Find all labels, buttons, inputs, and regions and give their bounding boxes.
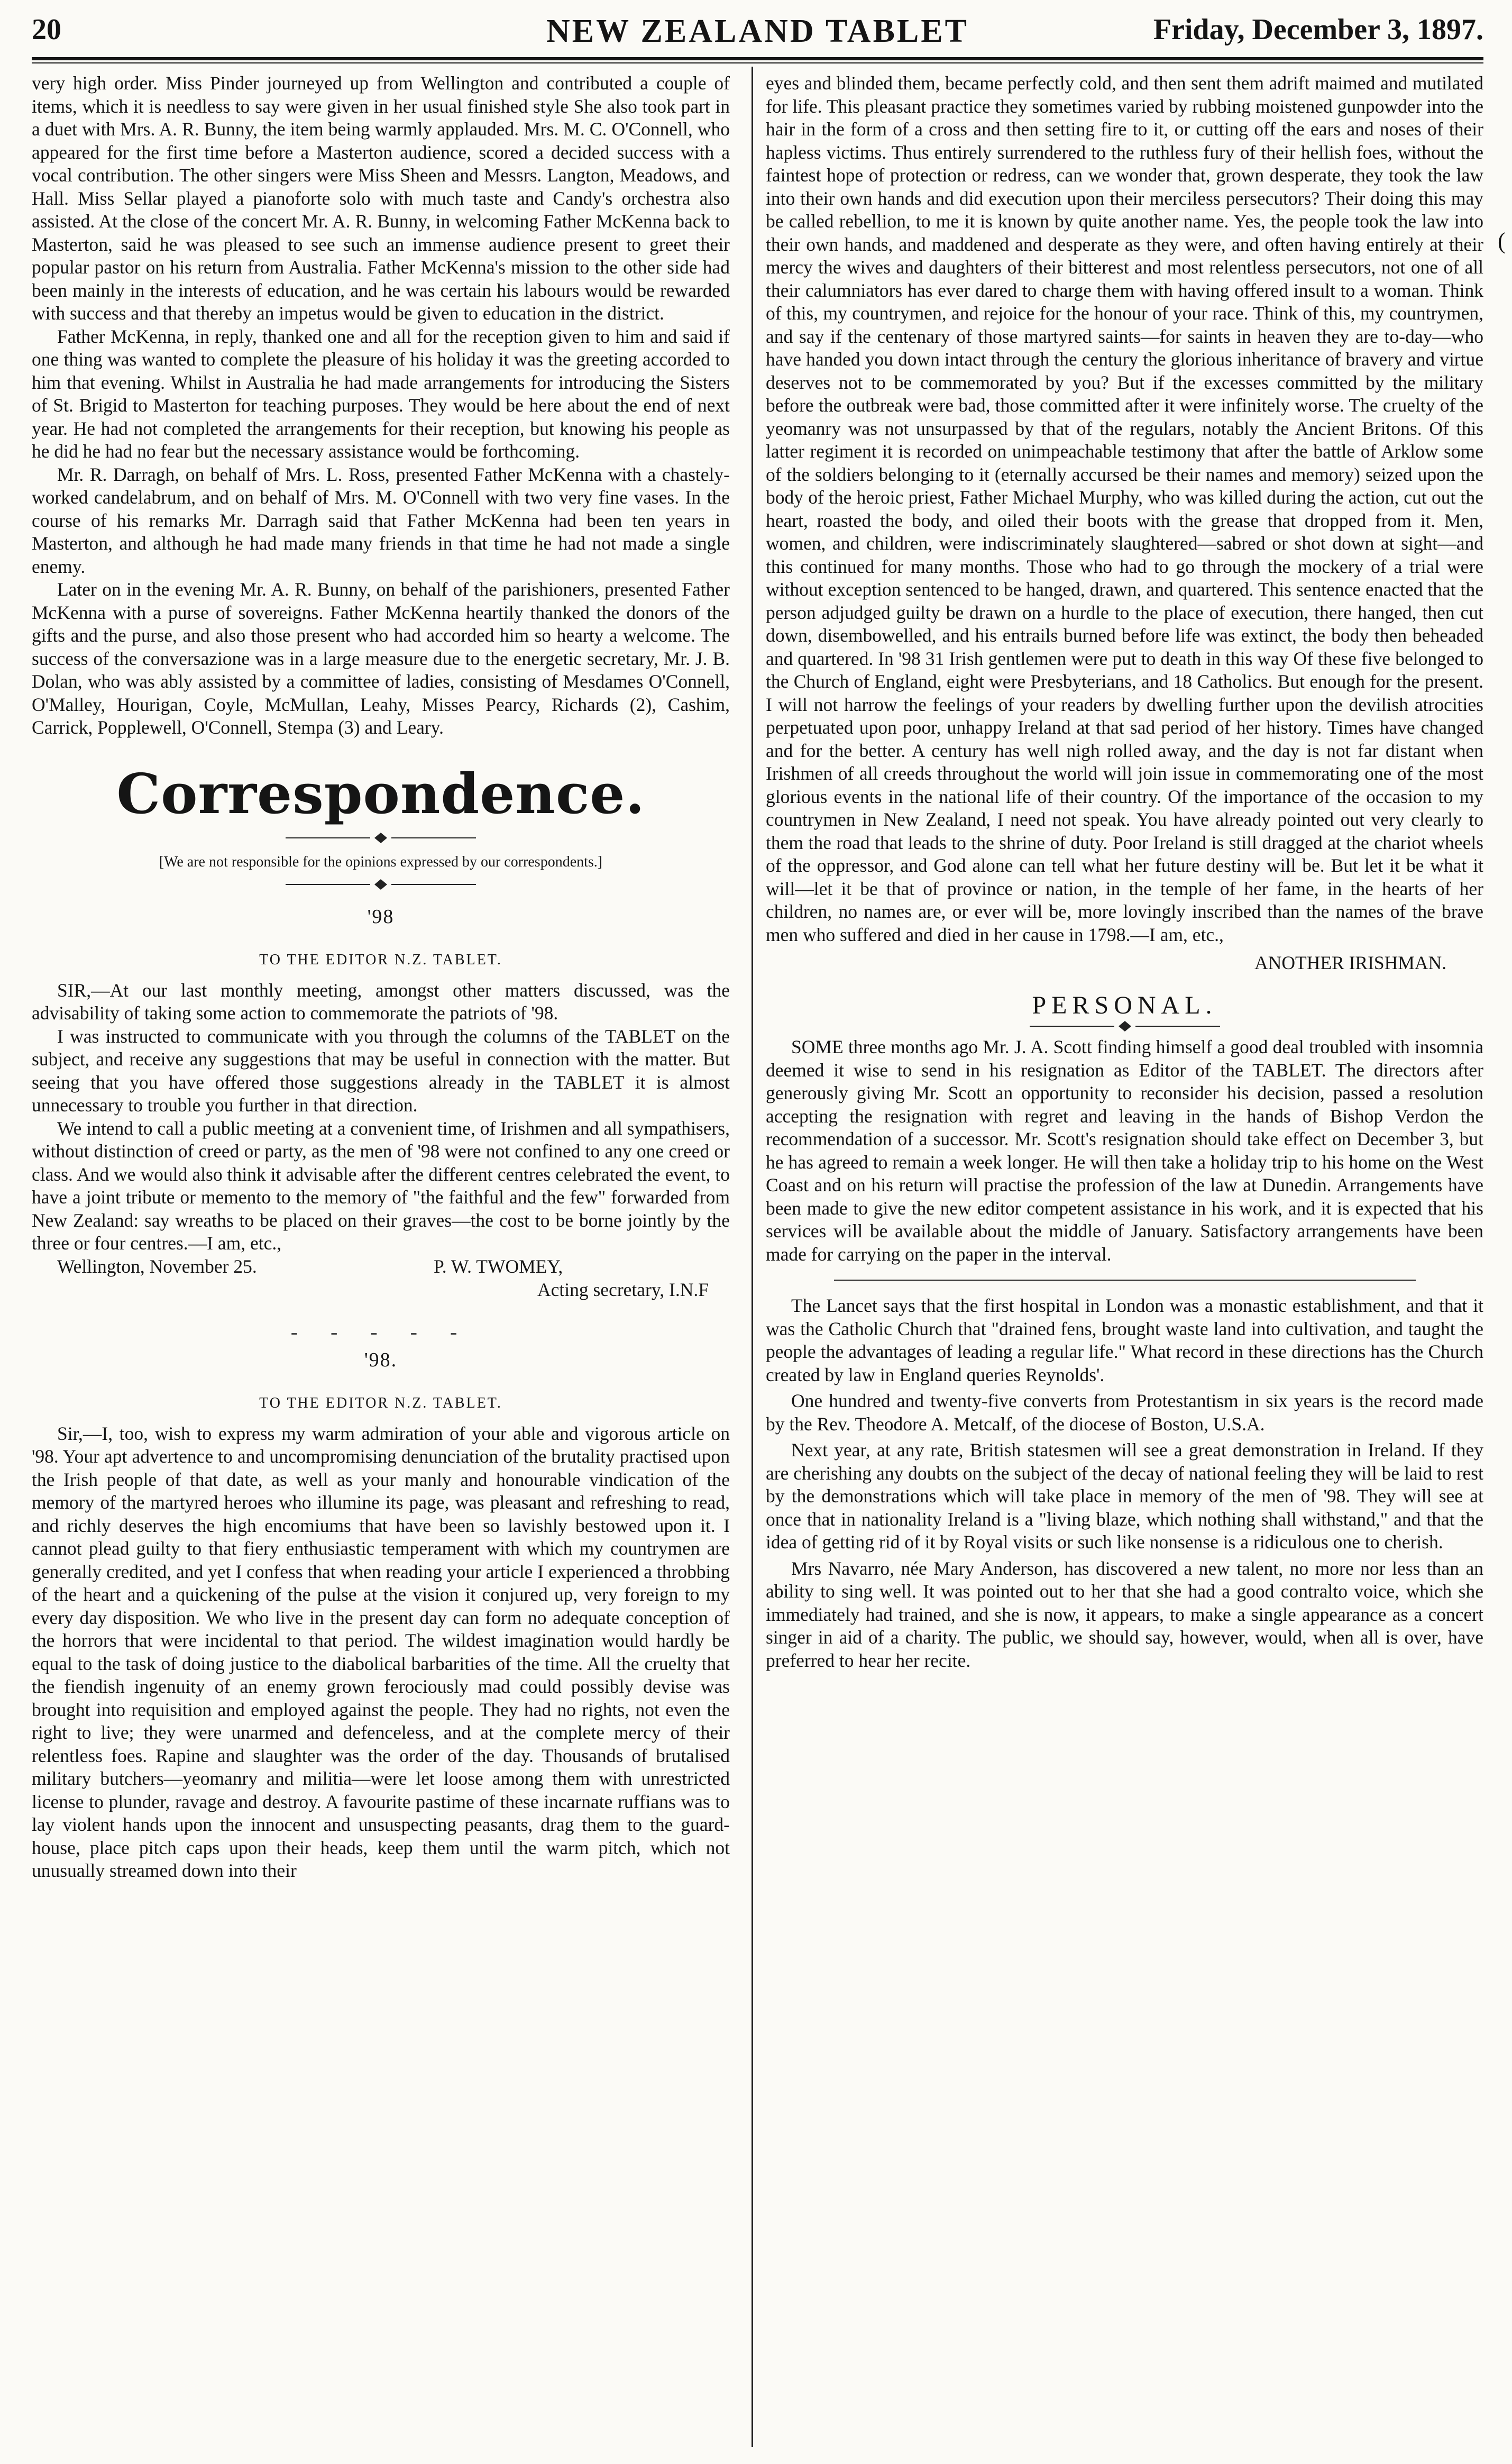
letter-paragraph: We intend to call a public meeting at a convenient time, of Irishmen and all sympathisers, without distinction of creed or party, as the men of '98 were not confined to any one creed or class. And we would also think it advisable after the different centres celebrated the event, to have a joint tribute or memento to the memory of "the faithful and the few" forwarded from New Zealand: say wreaths to be placed on their graves—the cost to be borne jointly by the three or four centres.—I am, etc., bbox=[32, 1117, 730, 1254]
ornament-divider bbox=[1030, 1020, 1220, 1033]
letter-signer-title: Acting secretary, I.N.F bbox=[537, 1279, 709, 1300]
left-column bbox=[32, 72, 730, 1883]
letter-salutation-line: TO THE EDITOR N.Z. TABLET. bbox=[259, 952, 502, 968]
header-rule-thin bbox=[32, 62, 1483, 63]
news-note: One hundred and twenty-five converts from Protestantism in six years is the record made by the Rev. Theodore A. Metcalf, of the diocese of Boston, U.S.A. bbox=[766, 1390, 1483, 1435]
article-paragraph: Later on in the evening Mr. A. R. Bunny, on behalf of the parishioners, presented Father McKenna with a purse of sovereigns. Father McKenna heartily thanked the donors of the gifts and the purse, and also those present who had accorded him so hearty a welcome. The success of the conversazione was in a large measure due to the energetic secretary, Mr. J. B. Dolan, who was ably assisted by a committee of ladies, consisting of Mesdames O'Connell, O'Malley, Hourigan, Coyle, McMullan, Leahy, Misses Pearcy, Richards (2), Cashim, Carrick, Popplewell, O'Connell, Stempa (3) and Leary. bbox=[32, 579, 730, 738]
news-note: The Lancet says that the first hospital in London was a monastic establishment, and that it was the Catholic Church that "drained fens, brought waste land into cultivation, and taught the people the advantages of leading a regular life." What record in these directions has the Church created by law in England queries Reynolds'. bbox=[766, 1295, 1483, 1385]
letter-heading: '98 bbox=[367, 905, 395, 928]
column-divider bbox=[752, 67, 753, 2447]
letter-signature-row bbox=[32, 1255, 730, 1279]
letter-paragraph: I was instructed to communicate with you through the columns of the TABLET on the subject, and receive any suggestions that may be useful in connection with the matter. But seeing that you have offered those suggestions already in the TABLET it is almost unnecessary to trouble you further in that direction. bbox=[32, 1025, 730, 1116]
section-break: - - - - - bbox=[290, 1320, 471, 1344]
header-rule bbox=[32, 57, 1483, 60]
letter-signer: P. W. TWOMEY, bbox=[434, 1255, 563, 1277]
news-note: Mrs Navarro, née Mary Anderson, has discovered a new talent, no more nor less than an ability to sing well. It was pointed out to her that she had a good contralto voice, which she immediately had trained, and she is now, it appears, to make a single appearance as a concert singer in aid of a charity. The public, we should say, however, would, when all is over, have preferred to hear her recite. bbox=[766, 1557, 1483, 1671]
letter-paragraph: Sir,—I, too, wish to express my warm admiration of your able and vigorous article on '98. Your apt advertence to and uncompromising denunciation of the brutality practised upon the Irish people of that date, as well as your manly and honourable vindication of the memory of the martyred heroes who illumine its page, was pleasant and refreshing to read, and richly deserves the high encomiums that have been so lavishly bestowed upon it. I cannot plead guilty to that fiery enthusiastic temperament with which my countrymen are generally credited, and yet I confess that when reading your article I experienced a throbbing of the heart and a quickening of the pulse at the vision it conjured up, very foreign to my every day disposition. We who live in the present day can form no adequate conception of the horrors that were incidental to that period. The wildest imagination would hardly be equal to the task of doing justice to the diabolical barbarities of the time. All the cruelty that the fiendish ingenuity of an enemy grown ferociously mad could possibly devise was brought into requisition and employed against the people. They had no rights, not even the right to live; they were unarmed and defenceless, and at the complete mercy of their relentless foes. Rapine and slaughter was the order of the day. Thousands of brutalised military butchers—yeomanry and militia—were let loose among them with unrestricted license to plunder, ravage and destroy. A favourite pastime of these incarnate ruffians was to lay violent hands upon the innocent and unsuspecting peasants, drag them to the guard-house, place pitch caps upon their heads, keep them until the warm pitch, which not unusually streamed down into their bbox=[32, 1422, 730, 1881]
letter-place-date: Wellington, November 25. bbox=[57, 1255, 257, 1277]
margin-mark: ( bbox=[1498, 228, 1506, 254]
personal-lead-word: SOME bbox=[791, 1036, 844, 1057]
article-paragraph: very high order. Miss Pinder journeyed up from Wellington and contributed a couple of items, which it is needless to say were given in her usual finished style She also took part in a duet with Mrs. A. R. Bunny, the item being warmly applauded. Mrs. M. C. O'Connell, who appeared for the first time before a Masterton audience, scored a decided success with a vocal contribution. The other singers were Miss Sheen and Messrs. Langton, Meadows, and Hall. Miss Sellar played a pianoforte solo with much taste and Candy's orchestra also assisted. At the close of the concert Mr. A. R. Bunny, in welcoming Father McKenna back to Masterton, said he was pleased to see such an immense audience present to greet their popular pastor on his return from Australia. Father McKenna's mission to the other side had been mainly in the interests of education, and he was certain his labours would be rewarded with success and that thereby an impetus would be given to education in the district. bbox=[32, 72, 730, 324]
personal-text: three months ago Mr. J. A. Scott finding himself a good deal troubled with insomnia deemed it wise to send in his resignation as Editor of the TABLET. The directors after generously giving Mr. Scott an opportunity to reconsider his decision, passed a resolution accepting the resignation with regret and leaving in the hands of Bishop Verdon the recommendation of a successor. Mr. Scott's resignation should take effect on December 3, but he has agreed to remain a week longer. He will then take a holiday trip to his home on the West Coast and on his return will practise the profession of the law at Dunedin. Arrangements have been made to give the new editor competent assistance in his work, and it is expected that his services will be available about the middle of January. Satisfactory arrangements have been made for carrying on the paper in the interval. bbox=[766, 1036, 1484, 1265]
letter-paragraph: SIR,—At our last monthly meeting, amongst other matters discussed, was the advisability of taking some action to commemorate the patriots of '98. bbox=[32, 979, 730, 1024]
letter-heading: '98. bbox=[364, 1348, 398, 1371]
page-header bbox=[32, 10, 1483, 58]
page-number: 20 bbox=[32, 13, 61, 46]
correspondence-disclaimer: [We are not responsible for the opinions expressed by our correspondents.] bbox=[159, 853, 603, 870]
issue-date: Friday, December 3, 1897. bbox=[1153, 13, 1483, 46]
news-note: Next year, at any rate, British statesmen will see a great demonstration in Ireland. If they are cherishing any doubts on the subject of the decay of national feeling they will be laid to rest by the demonstrations which will take place in memory of the men of '98. They will see at once that in nationality Ireland is a "living blaze, which nothing shall withstand," and that the idea of getting rid of it by Royal visits or such like nonsense is a ridiculous one to cherish. bbox=[766, 1439, 1483, 1553]
letter-signature: ANOTHER IRISHMAN. bbox=[1254, 952, 1446, 973]
personal-heading: PERSONAL. bbox=[1032, 991, 1217, 1019]
letter-salutation-line: TO THE EDITOR N.Z. TABLET. bbox=[259, 1395, 502, 1411]
masthead-title: NEW ZEALAND TABLET bbox=[546, 13, 969, 49]
article-paragraph: Mr. R. Darragh, on behalf of Mrs. L. Ross, presented Father McKenna with a chastely-worked candelabrum, and on behalf of Mrs. M. O'Connell with two very fine vases. In the course of his remarks Mr. Darragh said that Father McKenna had been ten years in Masterton, and although he had made many friends in that time he had not made a single enemy. bbox=[32, 463, 730, 577]
right-column bbox=[766, 72, 1483, 1672]
letter-paragraph-continued: eyes and blinded them, became perfectly cold, and then sent them adrift maimed and mutilated for life. This pleasant practice they sometimes varied by rubbing moistened gunpowder into the hair in the form of a cross and then setting fire to it, or cutting off the ears and noses of their hapless victims. Thus entirely surrendered to the ruthless fury of their hellish foes, without the faintest hope of protection or redress, can we wonder that, grown desperate, they took the law into their own hands and did execution upon their merciless persecutors? Their doing this may be called rebellion, to me it is known by quite another name. Yes, the people took the law into their own hands, and maddened and desperate as they were, and often having entirely at their mercy the wives and daughters of their bitterest and most relentless persecutors, not one of all their calumniators has ever dared to charge them with having offered insult to a woman. Think of this, my countrymen, and rejoice for the honour of your race. Think of this, my countrymen, and say if the centenary of those martyred saints—for saints in heaven they are to-day—who have handed you down intact through the century the glorious inheritance of bravery and virtue deserves not to be commemorated by you? But if the excesses committed by the military before the outbreak were bad, those committed after it were infinitely worse. The cruelty of the yeomanry was not unsurpassed by that of the regulars, notably the Ancient Britons. Of this latter regiment it is recorded on unimpeachable testimony that after the battle of Arklow some of the soldiers belonging to it (eternally accursed be their names and memory) seized upon the body of the heroic priest, Father Michael Murphy, who was killed during the action, cut out the heart, roasted the body, and oiled their boots with the grease that dropped from it. Men, women, and children, were indiscriminately slaughtered—sabred or shot down at sight—and this continued for many months. Those who had to go through the mockery of a trial were without exception sentenced to be hanged, drawn, and quartered. This sentence enacted that the person adjudged guilty be drawn on a hurdle to the place of execution, there hanged, then cut down, disembowelled, and his entrails burned before life was extinct, the body then beheaded and quartered. In '98 31 Irish gentlemen were put to death in this way Of these five belonged to the Church of England, eight were Presbyterians, and 18 Catholics. But enough for the present. I will not harrow the feelings of your readers by dwelling further upon the devilish atrocities perpetuated upon poor, unhappy Ireland at that sad period of her history. Times have changed and for the better. A century has well nigh rolled away, and the day is not far distant when Irishmen of all creeds throughout the world will join issue in commemorating one of the most glorious events in the national life of their country. Of the importance of the occasion to my countrymen in New Zealand, I need not speak. You have already pointed out very clearly to them the road that leads to the shrine of duty. Poor Ireland is still dragged at the chariot wheels of the oppressor, and God alone can tell what her future destiny will be. But let it be what it will—let it be that of province or nation, in the temple of her fame, in the hearts of her children, no names are, or ever will be, more lovingly inscribed than the names of the brave men who suffered and died in her cause in 1798.—I am, etc., bbox=[766, 72, 1483, 945]
ornament-divider bbox=[286, 832, 476, 844]
personal-paragraph bbox=[766, 1036, 1483, 1266]
ornament-divider bbox=[286, 878, 476, 891]
section-rule bbox=[834, 1280, 1416, 1281]
article-paragraph: Father McKenna, in reply, thanked one and all for the reception given to him and said if one thing was wanted to complete the pleasure of his holiday it was the greeting accorded to him that evening. Whilst in Australia he had made arrangements for introducing the Sisters of St. Brigid to Masterton for teaching purposes. They would be here about the end of next year. He had not completed the arrangements for their reception, but knowing his people as he did he had no fear but the necessary assistance would be forthcoming. bbox=[32, 325, 730, 462]
correspondence-heading: Correspondence. bbox=[116, 761, 645, 826]
